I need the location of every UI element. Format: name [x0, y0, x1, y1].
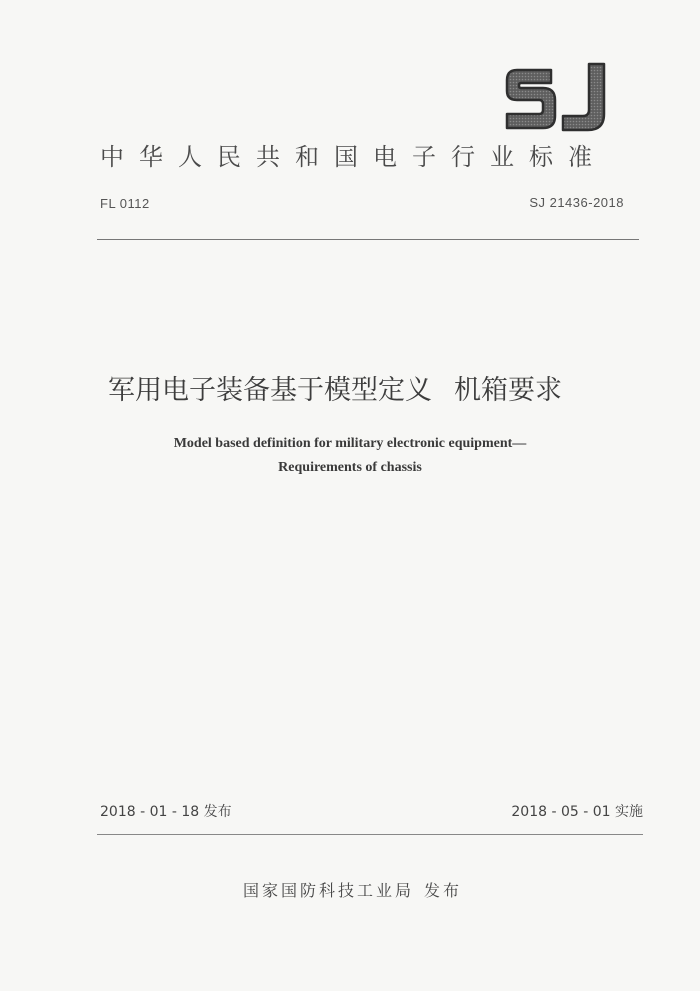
footer-divider [97, 834, 643, 835]
document-title-cn [108, 371, 562, 411]
document-title-en-line2: Requirements of chassis [278, 460, 422, 475]
national-standard-title: 中华人民共和国电子行业标准 [100, 143, 607, 171]
publisher-name: 国家国防科技工业局 [243, 881, 415, 900]
header-divider [97, 239, 639, 240]
standard-number: SJ 21436-2018 [529, 195, 624, 210]
publisher [243, 878, 462, 901]
title-cn-part2: 机箱要求 [454, 375, 562, 406]
sj-logo [503, 60, 611, 134]
document-title-en-line1: Model based definition for military electronic equipment— [173, 436, 527, 451]
implementation-date: 2018 - 05 - 01 实施 [511, 804, 643, 820]
issue-date: 2018 - 01 - 18 发布 [100, 804, 232, 820]
title-cn-part1: 军用电子装备基于模型定义 [108, 375, 432, 406]
classification-code: FL 0112 [100, 196, 150, 211]
publisher-action: 发布 [424, 881, 463, 900]
